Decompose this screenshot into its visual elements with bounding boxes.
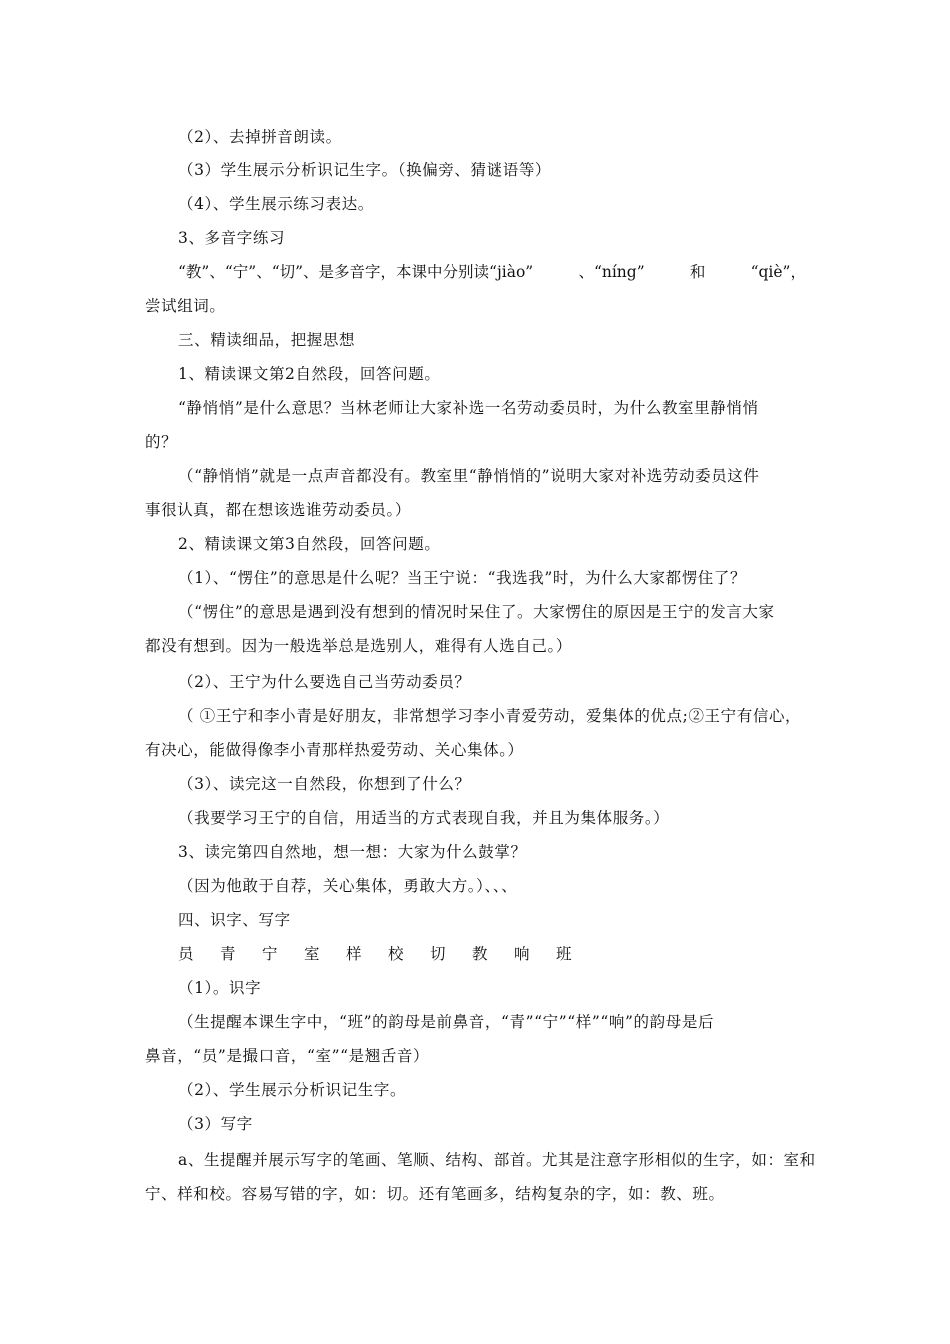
polyphone-text: 和 <box>689 263 706 281</box>
text-line: “静悄悄”是什么意思？当林老师让大家补选一名劳动委员时，为什么教室里静悄悄 <box>178 399 759 417</box>
polyphone-text: “qiè”， <box>750 263 806 281</box>
text-line: （4）、学生展示练习表达。 <box>178 195 374 213</box>
text-line: 3、读完第四自然地，想一想：大家为什么鼓掌？ <box>178 843 527 861</box>
text-line: 都没有想到。因为一般选举总是选别人，难得有人选自己。） <box>145 637 572 655</box>
text-line: 3、多音字练习 <box>178 229 286 247</box>
character: 校 <box>388 945 405 963</box>
text-line: （ ①王宁和李小青是好朋友，非常想学习李小青爱劳动，爱集体的优点;②王宁有信心， <box>178 707 802 725</box>
text-line: 的？ <box>145 433 178 451</box>
text-line: （1）。识字 <box>178 979 262 997</box>
text-line: （2）、学生展示分析识记生字。 <box>178 1081 407 1099</box>
character: 响 <box>514 945 531 963</box>
text-line: （3）、读完这一自然段，你想到了什么？ <box>178 775 471 793</box>
polyphone-line <box>178 262 806 282</box>
text-line: （2）、王宁为什么要选自己当劳动委员？ <box>178 673 471 691</box>
text-line: （2）、去掉拼音朗读。 <box>178 128 342 146</box>
text-line: 有决心，能做得像李小青那样热爱劳动、关心集体。） <box>145 741 524 759</box>
text-line: （1）、“愣住”的意思是什么呢？当王宁说：“我选我”时，为什么大家都愣住了？ <box>178 569 747 587</box>
character: 班 <box>556 945 573 963</box>
polyphone-text: “教”、“宁”、“切”、是多音字，本课中分别读“jiào” <box>178 263 534 281</box>
character: 室 <box>304 945 321 963</box>
section-heading: 三、精读细品，把握思想 <box>178 331 356 349</box>
text-line: 宁、样和校。容易写错的字，如：切。还有笔画多，结构复杂的字，如：教、班。 <box>145 1185 725 1203</box>
character: 青 <box>220 945 237 963</box>
text-line: 1、精读课文第2自然段，回答问题。 <box>178 365 441 383</box>
character: 教 <box>472 945 489 963</box>
text-line: （3）学生展示分析识记生字。（换偏旁、猜谜语等） <box>178 161 552 179</box>
text-line: 2、精读课文第3自然段，回答问题。 <box>178 535 441 553</box>
character: 员 <box>178 945 195 963</box>
text-line: （“静悄悄”就是一点声音都没有。教室里“静悄悄的”说明大家对补选劳动委员这件 <box>178 467 760 485</box>
character: 宁 <box>262 945 279 963</box>
text-line: （“愣住”的意思是遇到没有想到的情况时呆住了。大家愣住的原因是王宁的发言大家 <box>178 603 775 621</box>
text-line: （因为他敢于自荐，关心集体，勇敢大方。）、、、 <box>178 877 518 895</box>
character: 样 <box>346 945 363 963</box>
text-line: a、生提醒并展示写字的笔画、笔顺、结构、部首。尤其是注意字形相似的生字，如：室和 <box>178 1151 816 1169</box>
character: 切 <box>430 945 447 963</box>
text-line: （3）写字 <box>178 1115 253 1133</box>
polyphone-text: 、“níng” <box>578 263 645 281</box>
text-line: （生提醒本课生字中，“班”的韵母是前鼻音，“青”“宁”“样”“响”的韵母是后 <box>178 1013 715 1031</box>
text-line: （我要学习王宁的自信，用适当的方式表现自我，并且为集体服务。） <box>178 809 670 827</box>
section-heading: 四、识字、写字 <box>178 911 291 929</box>
text-line: 事很认真，都在想该选谁劳动委员。） <box>145 501 411 519</box>
text-line: 尝试组词。 <box>145 297 226 315</box>
character-list <box>178 944 598 964</box>
text-line: 鼻音，“员”是撮口音，“室”“是翘舌音） <box>145 1047 430 1065</box>
